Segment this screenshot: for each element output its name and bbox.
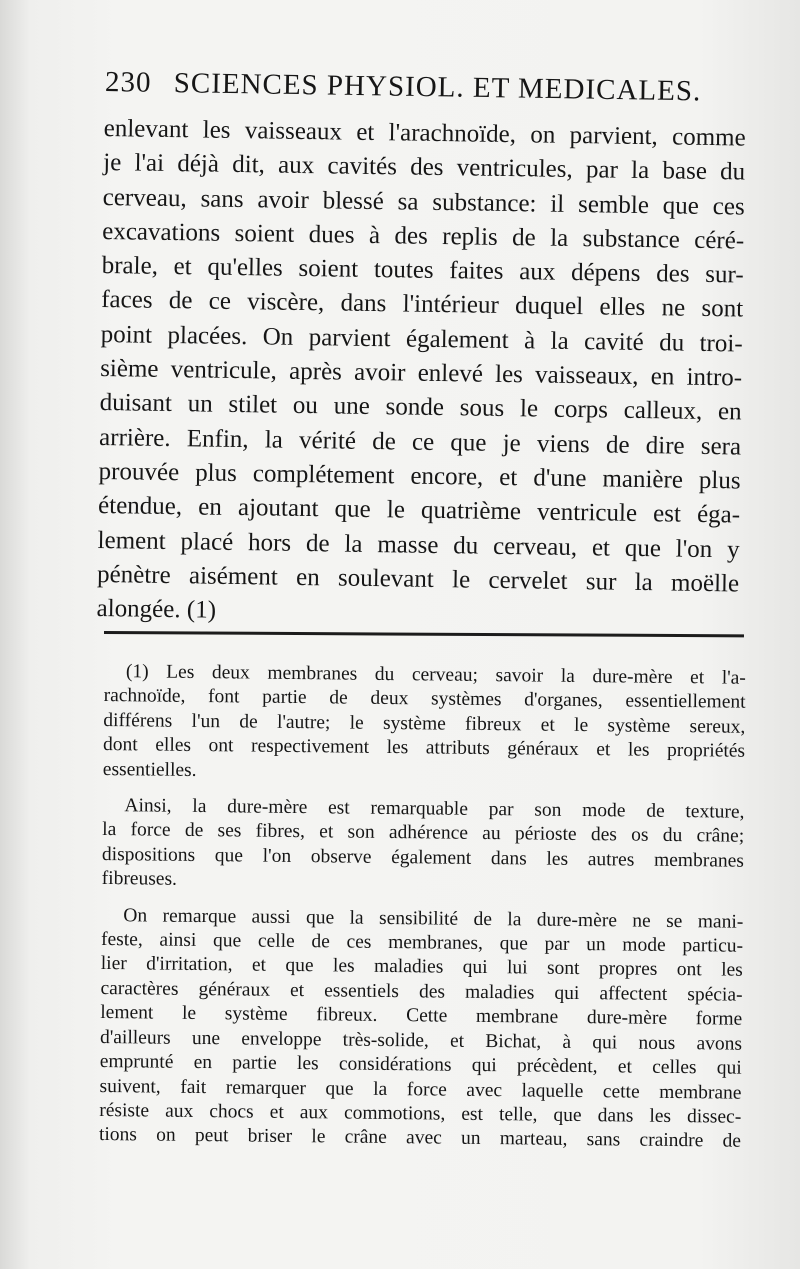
footnote-paragraph xyxy=(102,794,745,898)
text-line: je l'ai déjà dit, aux cavités des ventricules, par la base du xyxy=(103,149,746,186)
footnote-line: Ainsi, la dure-mère est remarquable par son mode de texture, xyxy=(124,795,745,823)
footnote-line: essentielles. xyxy=(102,758,197,781)
text-line: excavations soient dues à des replis de la substance céré- xyxy=(102,217,745,255)
footnote-paragraph xyxy=(99,904,744,1155)
footnote-line: emprunté en partie les considérations qui précèdent, et celles qui xyxy=(99,1051,742,1079)
footnote-line: caractères généraux et essentiels des maladies qui affectent spécia- xyxy=(100,977,743,1006)
footnote-line: suivent, fait remarquer que la force avec laquelle cette membrane xyxy=(99,1075,742,1104)
running-header xyxy=(105,66,715,109)
text-line: enlevant les vaisseaux et l'arachnoïde, on parvient, comme xyxy=(103,114,746,152)
footnote-line: rachnoïde, font partie de deux systèmes d'organes, essentiellement xyxy=(103,685,746,714)
text-line: sième ventricule, après avoir enlevé les vaisseaux, en intro- xyxy=(99,355,743,392)
footnote-line: On remarque aussi que la sensibilité de la dure-mère ne se mani- xyxy=(123,904,744,933)
footnote xyxy=(99,660,746,1166)
footnote-line: (1) Les deux membranes du cerveau; savoir la dure-mère et l'a- xyxy=(125,661,746,689)
footnote-line: lier d'irritation, et que les maladies qui lui sont propres ont les xyxy=(100,953,743,982)
running-title: SCIENCES PHYSIOL. ET MEDICALES. xyxy=(173,67,702,108)
main-text xyxy=(96,112,746,636)
footnote-line: résiste aux chocs et aux commotions, est telle, que dans les dissec- xyxy=(99,1099,742,1128)
text-line: cerveau, sans avoir blessé sa substance: il semble que ces xyxy=(102,183,745,221)
text-line: lement placé hors de la masse du cerveau, et que l'on y xyxy=(97,526,740,564)
footnote-line: la force de ses fibres, et son adhérence au périoste des os du crâne; xyxy=(102,819,745,848)
footnote-line: dispositions que l'on observe également dans les autres membranes xyxy=(101,843,745,872)
text-line: étendue, en ajoutant que le quatrième ventricule est éga- xyxy=(97,492,741,529)
footnote-line: lement le système fibreux. Cette membrane dure-mère forme xyxy=(100,1002,743,1030)
footnote-line: tions on peut briser le crâne avec un marteau, sans craindre de xyxy=(98,1124,742,1153)
footnote-paragraph xyxy=(103,660,746,789)
footnote-line: fibreuses. xyxy=(101,868,178,891)
footnote-line: feste, ainsi que celle de ces membranes, que par un mode particu- xyxy=(100,929,744,957)
text-line: faces de ce viscère, dans l'intérieur duquel elles ne sont xyxy=(101,286,744,323)
text-line: pénètre aisément en soulevant le cervelet sur la moëlle xyxy=(96,560,740,598)
text-line: arrière. Enfin, la vérité de ce que je viens de dire sera xyxy=(98,423,742,461)
text-line: point placées. On parvient également à la cavité du troi- xyxy=(100,320,743,358)
text-line: alongée. (1) xyxy=(96,595,217,624)
page-number: 230 xyxy=(104,66,152,99)
footnote-line: dont elles ont respectivement les attributs généraux et les propriétés xyxy=(103,734,746,762)
text-line: brale, et qu'elles soient toutes faites aux dépens des sur- xyxy=(101,252,744,289)
text-line: duisant un stilet ou une sonde sous le corps calleux, en xyxy=(99,389,742,426)
footnote-line: différens l'un de l'autre; le système fibreux et le système sereux, xyxy=(103,709,746,738)
footnote-line: d'ailleurs une enveloppe très-solide, et Bichat, à qui nous avons xyxy=(99,1026,743,1055)
text-line: prouvée plus complétement encore, et d'une manière plus xyxy=(98,457,741,495)
